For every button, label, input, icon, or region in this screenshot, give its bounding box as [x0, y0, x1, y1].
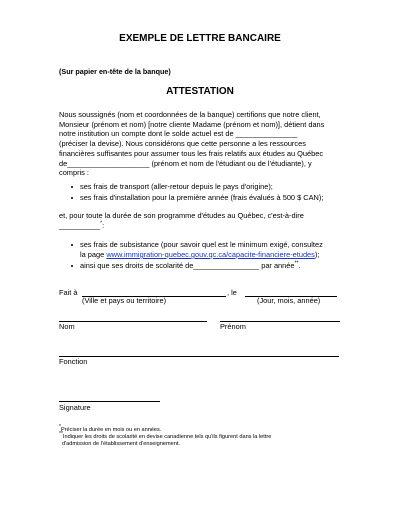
footnote-2-mark: ** [59, 431, 63, 438]
paragraph-1 [59, 110, 349, 178]
bullet-icon [71, 197, 73, 199]
footnote-2-text: Indiquer les droits de scolarité en devise canadienne tels qu'ils figurent dans la lettre [62, 434, 272, 440]
paragraph-1-line: notre institution un compte dont le solde actuel est de _______________ [59, 129, 298, 139]
bullet-icon [71, 244, 73, 246]
bullet-scolarite [80, 261, 300, 271]
duration-blank: __________ [59, 221, 101, 230]
footnote-2-continued: d'admission de l'établissement d'enseignement. [62, 441, 180, 447]
bullet-subsistance-line-1: ses frais de subsistance (pour savoir quel est le minimum exigé, consultez [80, 240, 323, 249]
footnote-1 [59, 424, 162, 434]
bullet-installation: ses frais d'installation pour la première année (frais évalués à 500 $ CAN); [80, 193, 324, 202]
attestation-heading: ATTESTATION [166, 86, 234, 97]
paragraph-2-line-2 [59, 221, 104, 231]
prenom-label: Prénom [220, 322, 246, 331]
scolarite-text: ainsi que ses droits de scolarité de________________ par année [80, 261, 295, 270]
paragraph-1-line: compris : [59, 168, 89, 178]
fonction-label: Fonction [59, 357, 88, 366]
document-title: EXEMPLE DE LETTRE BANCAIRE [119, 33, 281, 44]
bullet-icon [71, 186, 73, 188]
footnote-1-mark: * [59, 424, 61, 431]
function-line [59, 356, 339, 357]
bullet-icon [71, 265, 73, 267]
footnote-mark: ** [294, 260, 299, 267]
period: . [298, 261, 301, 270]
link-prefix: la page [80, 250, 107, 259]
link-suffix: ); [314, 250, 320, 259]
paragraph-1-line: financières suffisantes pour assumer tous les frais relatifs aux études au Québec [59, 148, 324, 158]
colon: : [102, 221, 105, 230]
name-line [59, 321, 207, 322]
paragraph-1-line: (préciser la devise). Nous considérons que cette personne a les ressources [59, 139, 306, 149]
bullet-transport: ses frais de transport (aller-retour depuis le pays d'origine); [80, 182, 273, 191]
le-label: , le [227, 288, 237, 297]
paragraph-1-line: de____________________ (prénom et nom de l'étudiant ou de l'étudiante), y [59, 158, 312, 168]
footnote-2 [59, 431, 272, 441]
bullet-subsistance-line-2 [80, 250, 319, 260]
footnote-1-text: Préciser la durée en mois ou en années. [60, 427, 162, 433]
city-caption: (Ville et pays ou territoire) [82, 296, 167, 305]
signature-line [59, 401, 160, 402]
paragraph-2-line-1: et, pour toute la durée de son programme d'études au Québec, c'est-à-dire [59, 211, 304, 220]
nom-label: Nom [59, 322, 75, 331]
footnote-mark: * [100, 220, 103, 227]
date-caption: (Jour, mois, année) [257, 296, 321, 305]
fait-a-label: Fait à [59, 288, 78, 297]
paragraph-1-line: Nous soussignés (nom et coordonnées de la banque) certifions que notre client, [59, 110, 321, 119]
signature-label: Signature [59, 403, 91, 412]
paragraph-1-line: Monsieur (prénom et nom) [notre cliente Madame (prénom et nom)], détient dans [59, 119, 325, 129]
letterhead-note: (Sur papier en-tête de la banque) [59, 67, 171, 76]
immigration-link[interactable]: www.immigration-quebec.gouv.qc.ca/capacite-financiere-etudes [106, 250, 315, 259]
